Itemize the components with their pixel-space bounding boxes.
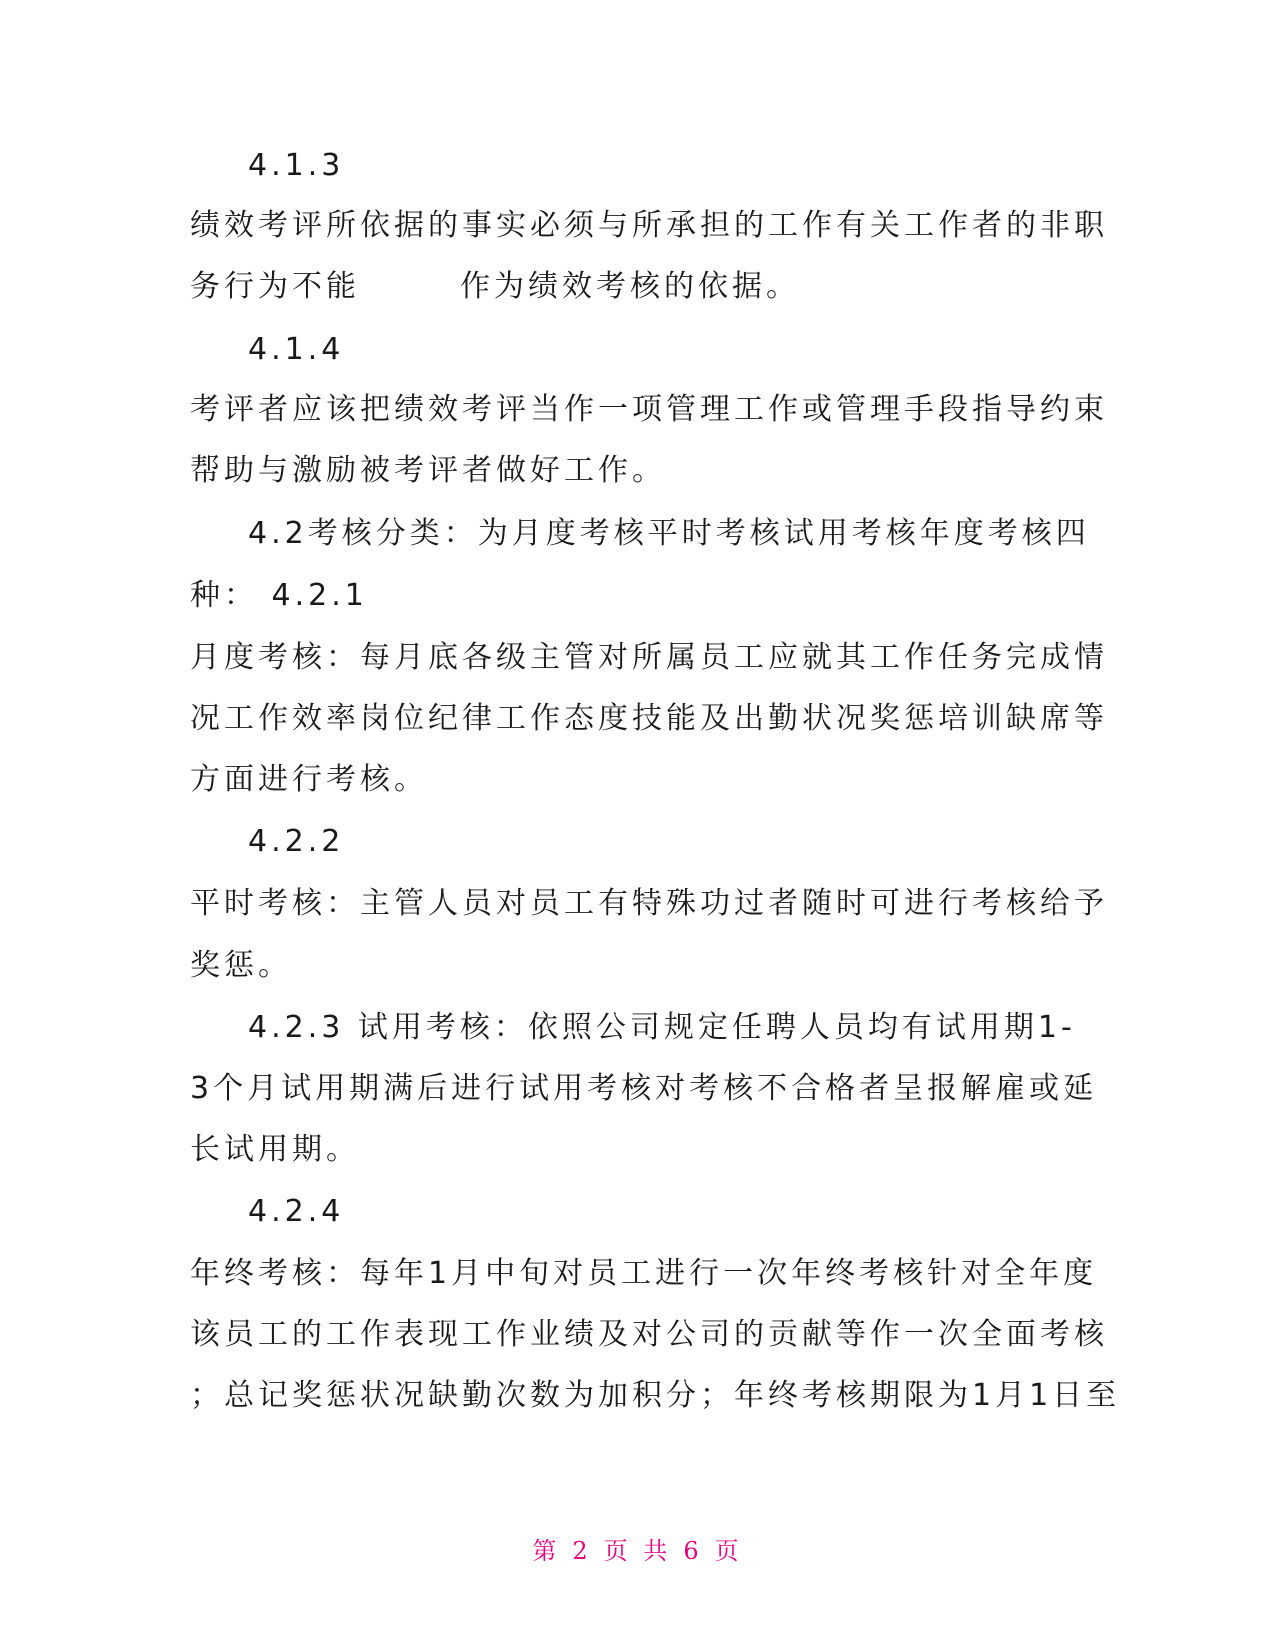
footer-current-page: 2 — [572, 1537, 592, 1565]
paragraph-line: 该员工的工作表现工作业绩及对公司的贡献等作一次全面考核 — [190, 1317, 1108, 1352]
paragraph-line: ；总记奖惩状况缺勤次数为加积分；年终考核期限为1月1日至 — [190, 1378, 1121, 1413]
paragraph-line: 月度考核：每月底各级主管对所属员工应就其工作任务完成情 — [190, 640, 1108, 675]
paragraph-line: 4.2.3 试用考核：依照公司规定任聘人员均有试用期1- — [248, 1010, 1076, 1045]
paragraph-fragment: 作为绩效考核的依据。 — [460, 269, 800, 304]
section-heading-4-2-4: 4.2.4 — [248, 1194, 345, 1229]
paragraph-fragment: 务行为不能 — [190, 269, 360, 304]
footer-middle: 页 共 — [603, 1537, 672, 1565]
paragraph-line: 方面进行考核。 — [190, 762, 428, 797]
paragraph-line: 帮助与激励被考评者做好工作。 — [190, 453, 666, 488]
paragraph-line: 年终考核：每年1月中旬对员工进行一次年终考核针对全年度 — [190, 1256, 1098, 1291]
paragraph-line: 长试用期。 — [190, 1132, 360, 1167]
paragraph-line — [190, 267, 1090, 307]
paragraph-line: 况工作效率岗位纪律工作态度技能及出勤状况奖惩培训缺席等 — [190, 701, 1108, 736]
paragraph-line: 平时考核：主管人员对员工有特殊功过者随时可进行考核给予 — [190, 886, 1108, 921]
section-heading-4-1-4: 4.1.4 — [248, 332, 345, 367]
footer-total-pages: 6 — [683, 1537, 703, 1565]
footer-suffix: 页 — [714, 1537, 743, 1565]
footer-prefix: 第 — [532, 1537, 561, 1565]
page-footer — [0, 1536, 1275, 1566]
paragraph-line: 绩效考评所依据的事实必须与所承担的工作有关工作者的非职 — [190, 208, 1108, 243]
section-heading-4-2-2: 4.2.2 — [248, 824, 345, 859]
paragraph-line: 考评者应该把绩效考评当作一项管理工作或管理手段指导约束 — [190, 392, 1108, 427]
section-heading-4-1-3: 4.1.3 — [248, 148, 345, 183]
paragraph-line: 4.2考核分类：为月度考核平时考核试用考核年度考核四 — [248, 516, 1090, 551]
paragraph-line: 奖惩。 — [190, 948, 292, 983]
paragraph-line: 3个月试用期满后进行试用考核对考核不合格者呈报解雇或延 — [190, 1071, 1098, 1106]
paragraph-line: 种： 4.2.1 — [190, 578, 368, 613]
